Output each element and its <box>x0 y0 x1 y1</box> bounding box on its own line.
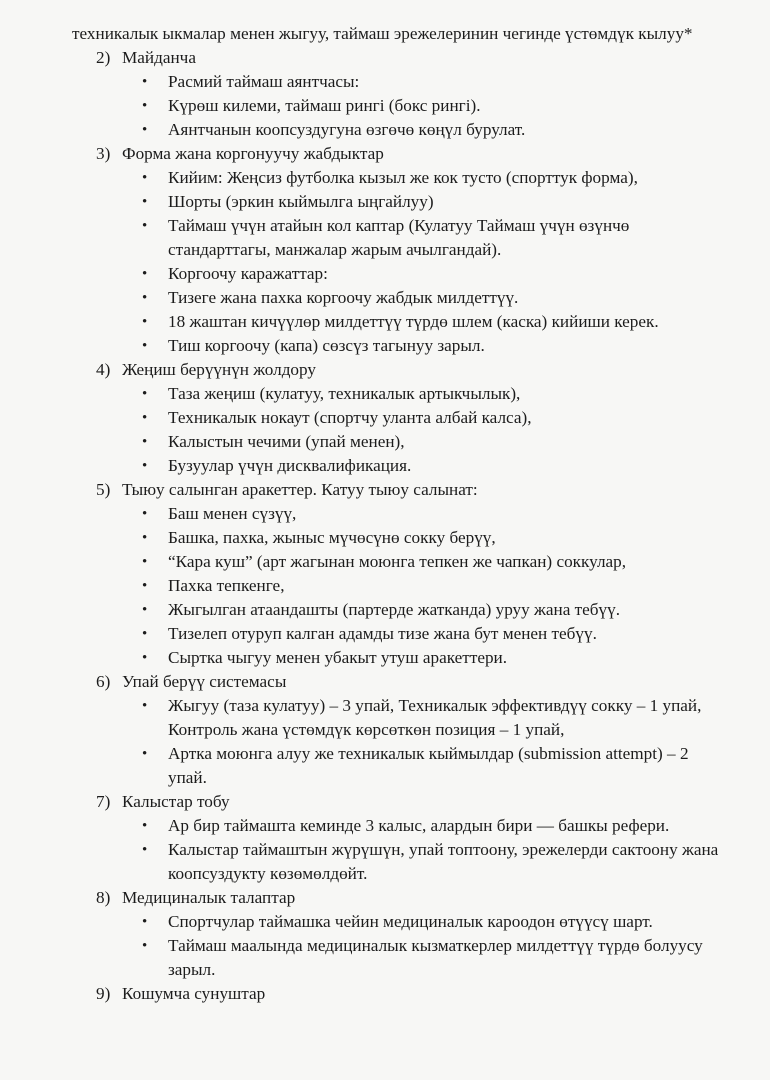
section-number: 8) <box>96 888 111 907</box>
section <box>72 46 730 142</box>
list-item <box>142 382 730 406</box>
bullet-icon: • <box>142 314 148 330</box>
list-item <box>142 70 730 94</box>
list-item <box>142 934 730 982</box>
bullet-icon: • <box>142 218 148 234</box>
list-item <box>142 574 730 598</box>
section-number: 9) <box>96 984 111 1003</box>
list-item-text: Шорты (эркин кыймылга ыңгайлуу) <box>168 192 434 211</box>
list-item <box>142 166 730 190</box>
list-item <box>142 838 730 886</box>
bullet-icon: • <box>142 818 148 834</box>
bullet-icon: • <box>142 530 148 546</box>
bullet-icon: • <box>142 338 148 354</box>
bullet-list <box>72 694 730 790</box>
sections-list <box>72 46 730 1006</box>
section-title: Жеңиш берүүнүн жолдору <box>122 360 316 379</box>
list-item-text: Күрөш килеми, таймаш рингі (бокс рингі). <box>168 96 481 115</box>
list-item-text: Коргоочу каражаттар: <box>168 264 328 283</box>
bullet-list <box>72 70 730 142</box>
bullet-icon: • <box>142 410 148 426</box>
bullet-icon: • <box>142 914 148 930</box>
bullet-icon: • <box>142 602 148 618</box>
bullet-icon: • <box>142 650 148 666</box>
list-item <box>142 694 730 742</box>
list-item <box>142 646 730 670</box>
list-item <box>142 310 730 334</box>
bullet-list <box>72 814 730 886</box>
list-item <box>142 118 730 142</box>
list-item <box>142 214 730 262</box>
list-item-text: Сыртка чыгуу менен убакыт утуш аракеттери. <box>168 648 508 667</box>
bullet-icon: • <box>142 698 148 714</box>
list-item-text: Баш менен сүзүү, <box>168 504 297 523</box>
section-heading <box>72 358 730 382</box>
bullet-icon: • <box>142 386 148 402</box>
section-heading <box>72 478 730 502</box>
section <box>72 790 730 886</box>
list-item-text: Калыстар таймаштын жүрүшүн, упай топтоону, эрежелерди сактоону жана коопсуздукту көзөмөлдөйт. <box>168 840 719 883</box>
bullet-icon: • <box>142 290 148 306</box>
list-item <box>142 430 730 454</box>
list-item-text: Техникалык нокаут (спортчу уланта албай калса), <box>168 408 532 427</box>
list-item-text: Башка, пахка, жыныс мүчөсүнө сокку берүү, <box>168 528 496 547</box>
section-heading <box>72 142 730 166</box>
bullet-icon: • <box>142 122 148 138</box>
intro-paragraph: техникалык ыкмалар менен жыгуу, таймаш эрежелеринин чегинде үстөмдүк кылуу* <box>72 24 693 43</box>
bullet-icon: • <box>142 434 148 450</box>
bullet-list <box>72 382 730 478</box>
list-item <box>142 94 730 118</box>
section-title: Форма жана коргонуучу жабдыктар <box>122 144 384 163</box>
bullet-icon: • <box>142 938 148 954</box>
list-item-text: Артка моюнга алуу же техникалык кыймылдар (submission attempt) – 2 упай. <box>168 744 689 787</box>
list-item-text: “Кара куш” (арт жагынан моюнга тепкен же чапкан) соккулар, <box>168 552 627 571</box>
list-item-text: Тизеге жана пахка коргоочу жабдык милдеттүү. <box>168 288 519 307</box>
list-item-text: Тизелеп отуруп калган адамды тизе жана бут менен тебүү. <box>168 624 597 643</box>
list-item-text: Ар бир таймашта кеминде 3 калыс, алардын бири — башкы рефери. <box>168 816 670 835</box>
list-item <box>142 262 730 286</box>
bullet-list <box>72 910 730 982</box>
section-number: 4) <box>96 360 111 379</box>
section-title: Медициналык талаптар <box>122 888 296 907</box>
list-item <box>142 598 730 622</box>
section-heading <box>72 46 730 70</box>
bullet-icon: • <box>142 554 148 570</box>
list-item <box>142 454 730 478</box>
list-item-text: Спортчулар таймашка чейин медициналык кароодон өтүүсү шарт. <box>168 912 653 931</box>
list-item-text: Расмий таймаш аянтчасы: <box>168 72 360 91</box>
section <box>72 886 730 982</box>
list-item-text: Бузуулар үчүн дисквалификация. <box>168 456 412 475</box>
bullet-icon: • <box>142 458 148 474</box>
list-item-text: Тиш коргоочу (капа) сөзсүз тагынуу зарыл. <box>168 336 485 355</box>
section <box>72 142 730 358</box>
section-number: 2) <box>96 48 111 67</box>
bullet-icon: • <box>142 98 148 114</box>
list-item <box>142 286 730 310</box>
section <box>72 982 730 1006</box>
list-item <box>142 526 730 550</box>
section <box>72 358 730 478</box>
section-title: Кошумча сунуштар <box>122 984 266 1003</box>
section-heading <box>72 982 730 1006</box>
section-heading <box>72 790 730 814</box>
list-item-text: Кийим: Жеңсиз футболка кызыл же кок тусто (спорттук форма), <box>168 168 638 187</box>
section-number: 7) <box>96 792 111 811</box>
section-number: 5) <box>96 480 111 499</box>
bullet-icon: • <box>142 746 148 762</box>
list-item-text: Жыгылган атаандашты (партерде жатканда) уруу жана тебүү. <box>168 600 621 619</box>
list-item-text: Аянтчанын коопсуздугуна өзгөчө көңүл бурулат. <box>168 120 526 139</box>
bullet-icon: • <box>142 170 148 186</box>
bullet-icon: • <box>142 74 148 90</box>
bullet-list <box>72 166 730 358</box>
list-item <box>142 334 730 358</box>
section-number: 3) <box>96 144 111 163</box>
list-item-text: 18 жаштан кичүүлөр милдеттүү түрдө шлем (каска) кийиши керек. <box>168 312 659 331</box>
bullet-icon: • <box>142 194 148 210</box>
list-item-text: Таймаш үчүн атайын кол каптар (Кулатуу Таймаш үчүн өзүнчө стандарттагы, манжалар жарым ачылгандай). <box>168 216 630 259</box>
section-number: 6) <box>96 672 111 691</box>
section-title: Калыстар тобу <box>122 792 230 811</box>
section-title: Майданча <box>122 48 196 67</box>
bullet-icon: • <box>142 506 148 522</box>
list-item <box>142 742 730 790</box>
section <box>72 478 730 670</box>
bullet-icon: • <box>142 626 148 642</box>
list-item-text: Жыгуу (таза кулатуу) – 3 упай, Техникалык эффективдүү сокку – 1 упай, Контроль жана үстөмдүк көрсөткөн позиция – 1 упай, <box>168 696 702 739</box>
bullet-icon: • <box>142 578 148 594</box>
list-item-text: Калыстын чечими (упай менен), <box>168 432 405 451</box>
list-item <box>142 622 730 646</box>
section-title: Упай берүү системасы <box>122 672 287 691</box>
section-heading <box>72 886 730 910</box>
bullet-icon: • <box>142 842 148 858</box>
section-heading <box>72 670 730 694</box>
list-item <box>142 550 730 574</box>
list-item <box>142 502 730 526</box>
list-item <box>142 406 730 430</box>
bullet-list <box>72 502 730 670</box>
list-item <box>142 190 730 214</box>
list-item-text: Пахка тепкенге, <box>168 576 285 595</box>
list-item-text: Таза жеңиш (кулатуу, техникалык артыкчылык), <box>168 384 521 403</box>
list-item <box>142 910 730 934</box>
bullet-icon: • <box>142 266 148 282</box>
section-title: Тыюу салынган аракеттер. Катуу тыюу салынат: <box>122 480 478 499</box>
list-item-text: Таймаш маалында медициналык кызматкерлер милдеттүү түрдө болуусу зарыл. <box>168 936 703 979</box>
list-item <box>142 814 730 838</box>
section <box>72 670 730 790</box>
